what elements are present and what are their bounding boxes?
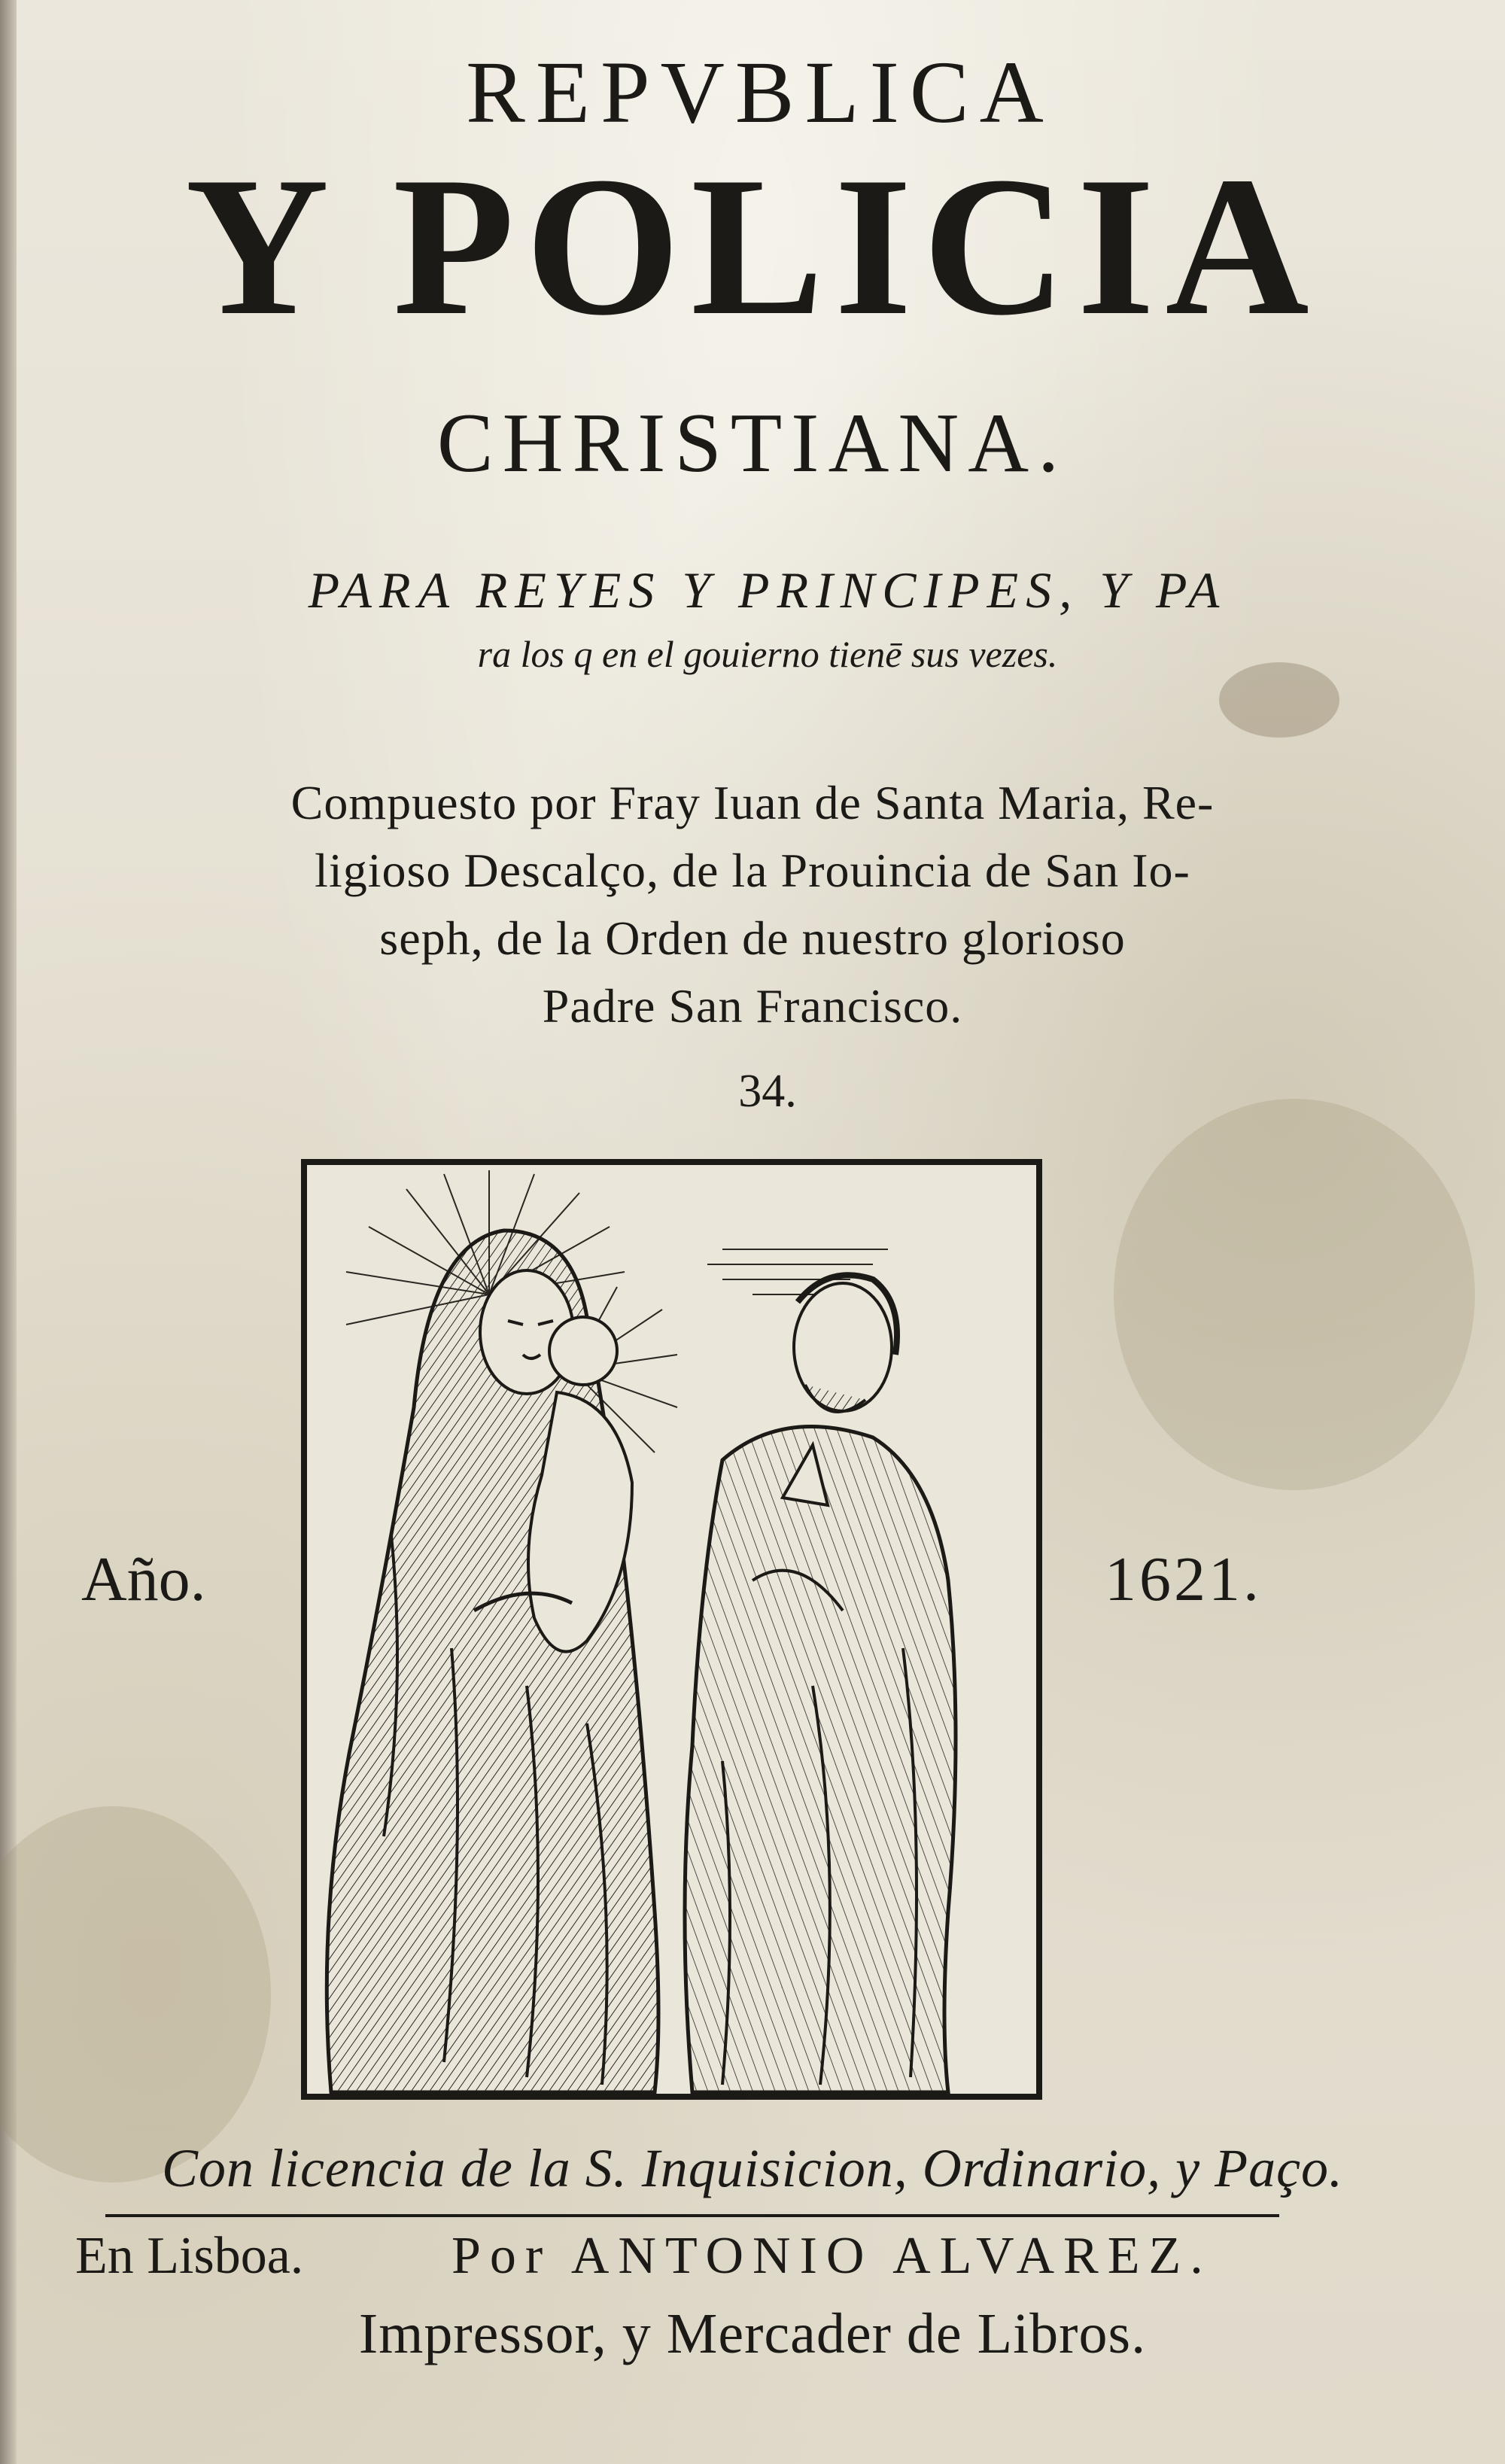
imprint-printer: Por ANTONIO ALVAREZ.	[451, 2227, 1212, 2285]
paper-stain	[0, 1806, 271, 2183]
license-line: Con licencia de la S. Inquisicion, Ordinario, y Paço.	[161, 2138, 1344, 2198]
author-line-2: ligioso Descalço, de la Prouincia de San Io-	[315, 844, 1190, 897]
author-line-1: Compuesto por Fray Iuan de Santa Maria, Re-	[290, 776, 1215, 829]
imprint-place: En Lisboa.	[75, 2227, 304, 2285]
volume-number: 34.	[738, 1066, 797, 1117]
author-line-3: seph, de la Orden de nuestro glorioso	[379, 911, 1126, 965]
author-line-4: Padre San Francisco.	[542, 979, 963, 1033]
title-line-3: CHRISTIANA.	[436, 397, 1069, 490]
year-label: Año.	[81, 1544, 206, 1614]
year-value: 1621.	[1105, 1544, 1262, 1614]
imprint-rule	[105, 2214, 1279, 2217]
imprint-trade: Impressor, y Mercader de Libros.	[358, 2302, 1147, 2365]
subtitle-line-1: PARA REYES Y PRINCIPES, Y PA	[308, 561, 1227, 619]
title-line-1: REPVBLICA	[466, 43, 1054, 141]
subtitle-line-2: ra los q en el gouierno tienē sus vezes.	[477, 633, 1058, 675]
woodcut-illustration	[301, 1159, 1042, 2100]
title-line-2: Y POLICIA	[185, 136, 1320, 357]
paper-stain	[1114, 1099, 1475, 1490]
